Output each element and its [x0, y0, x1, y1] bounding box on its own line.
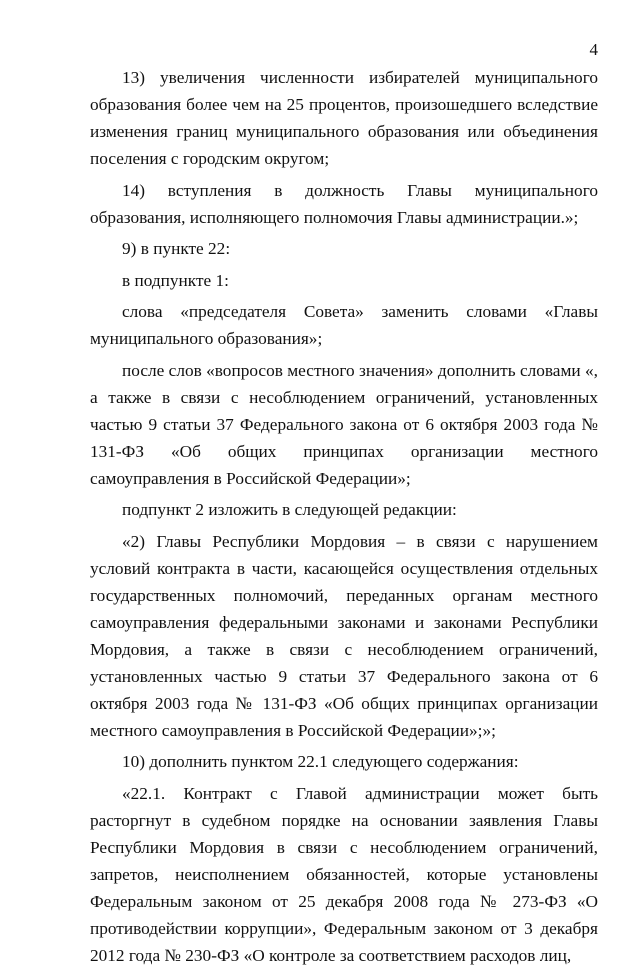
paragraph-subpoint-1: в подпункте 1: — [122, 270, 229, 290]
paragraph-add-words: после слов «вопросов местного значения» дополнить словами «, а также в связи с несоблюдением ограничений, установленных частью 9 статьи 37 Федерального закона от 6 октября 2003 года № 131-ФЗ «Об общих принципах организации местного самоуправления в Российской Федерации»; — [90, 360, 598, 488]
paragraph-point-22-1: «22.1. Контракт с Главой администрации может быть расторгнут в судебном порядке на основании заявления Главы Республики Мордовия в связи с несоблюдением ограничений, запретов, неисполнением обязанностей, которые установлены Федеральным законом от 25 декабря 2008 года № 273-ФЗ «О противодействии коррупции», Федеральным законом от 3 декабря 2012 года № 230-ФЗ «О контроле за соответствием расходов лиц, — [90, 783, 598, 965]
paragraph-item-14: 14) вступления в должность Главы муниципального образования, исполняющего полномочия Главы администрации.»; — [90, 180, 598, 227]
paragraph-point-9: 9) в пункте 22: — [122, 239, 231, 258]
paragraph-subpoint-2-text: «2) Главы Республики Мордовия – в связи с нарушением условий контракта в части, касающейся осуществления отдельных государственных полномочий, переданных органам местного самоуправления федеральными законами и законами Республики Мордовия, а также в связи с несоблюдением ограничений, установленных частью 9 статьи 37 Федерального закона от 6 октября 2003 года № 131-ФЗ «Об общих принципах организации местного самоуправления в Российской Федерации»;»; — [90, 531, 598, 740]
paragraph-item-13: 13) увеличения численности избирателей муниципального образования более чем на 25 процентов, произошедшего вследствие изменения границ муниципального образования или объединения поселения с городским округом; — [90, 68, 598, 168]
document-body — [90, 64, 598, 973]
page-number: 4 — [589, 40, 598, 59]
paragraph-subpoint-2-intro: подпункт 2 изложить в следующей редакции: — [122, 500, 457, 519]
paragraph-point-10: 10) дополнить пунктом 22.1 следующего содержания: — [122, 752, 519, 771]
paragraph-replace-words: слова «председателя Совета» заменить словами «Главы муниципального образования»; — [90, 302, 598, 348]
